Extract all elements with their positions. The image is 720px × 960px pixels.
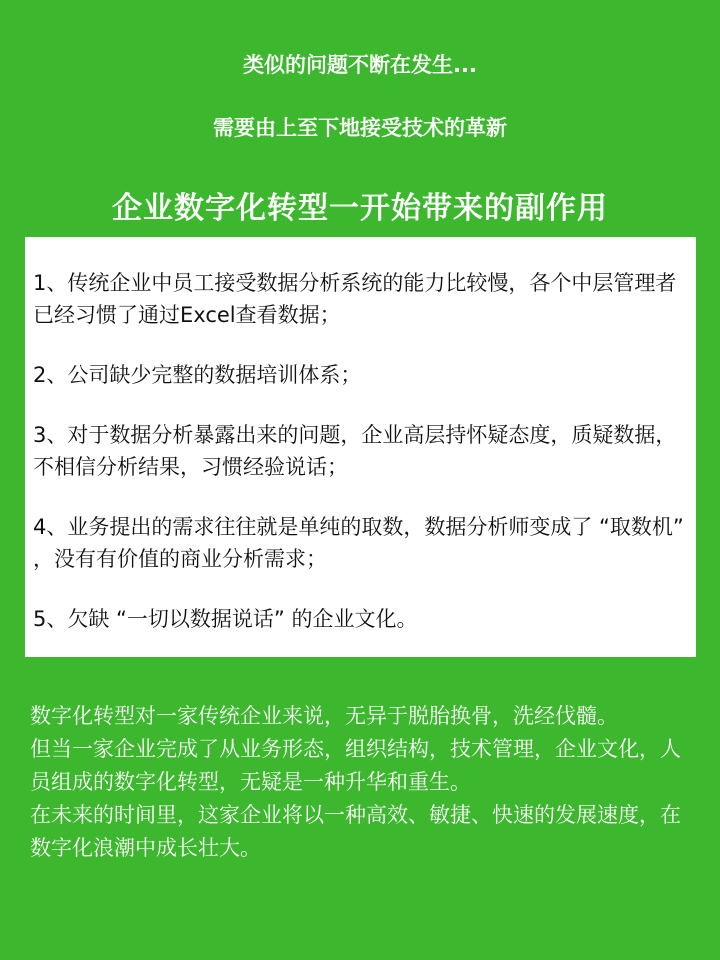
- intro-line-1: 类似的问题不断在发生...: [243, 53, 477, 77]
- intro-line-2: 需要由上至下地接受技术的革新: [213, 116, 507, 140]
- side-effect-item-4: 4、业务提出的需求往往就是单纯的取数，数据分析师变成了 “取数机” ，没有有价值的商业分析需求；: [33, 515, 691, 571]
- conclusion-text: [30, 700, 690, 865]
- side-effect-item-1: 1、传统企业中员工接受数据分析系统的能力比较慢，各个中层管理者已经习惯了通过Excel查看数据；: [33, 271, 677, 327]
- conclusion-paragraph-1: 数字化转型对一家传统企业来说，无异于脱胎换骨，洗经伐髓。: [30, 704, 618, 728]
- side-effects-panel: [25, 237, 696, 657]
- page-title: 企业数字化转型一开始带来的副作用: [112, 191, 608, 226]
- conclusion-paragraph-3: 在未来的时间里，这家企业将以一种高效、敏捷、快速的发展速度，在数字化浪潮中成长壮大。: [30, 803, 681, 860]
- side-effect-item-3: 3、对于数据分析暴露出来的问题，企业高层持怀疑态度，质疑数据，不相信分析结果，习惯经验说话；: [33, 423, 677, 479]
- conclusion-paragraph-2: 但当一家企业完成了从业务形态，组织结构，技术管理，企业文化，人员组成的数字化转型，无疑是一种升华和重生。: [30, 737, 681, 794]
- side-effect-item-2: 2、公司缺少完整的数据培训体系；: [33, 363, 362, 387]
- side-effect-item-5: 5、欠缺 “一切以数据说话” 的企业文化。: [33, 607, 418, 631]
